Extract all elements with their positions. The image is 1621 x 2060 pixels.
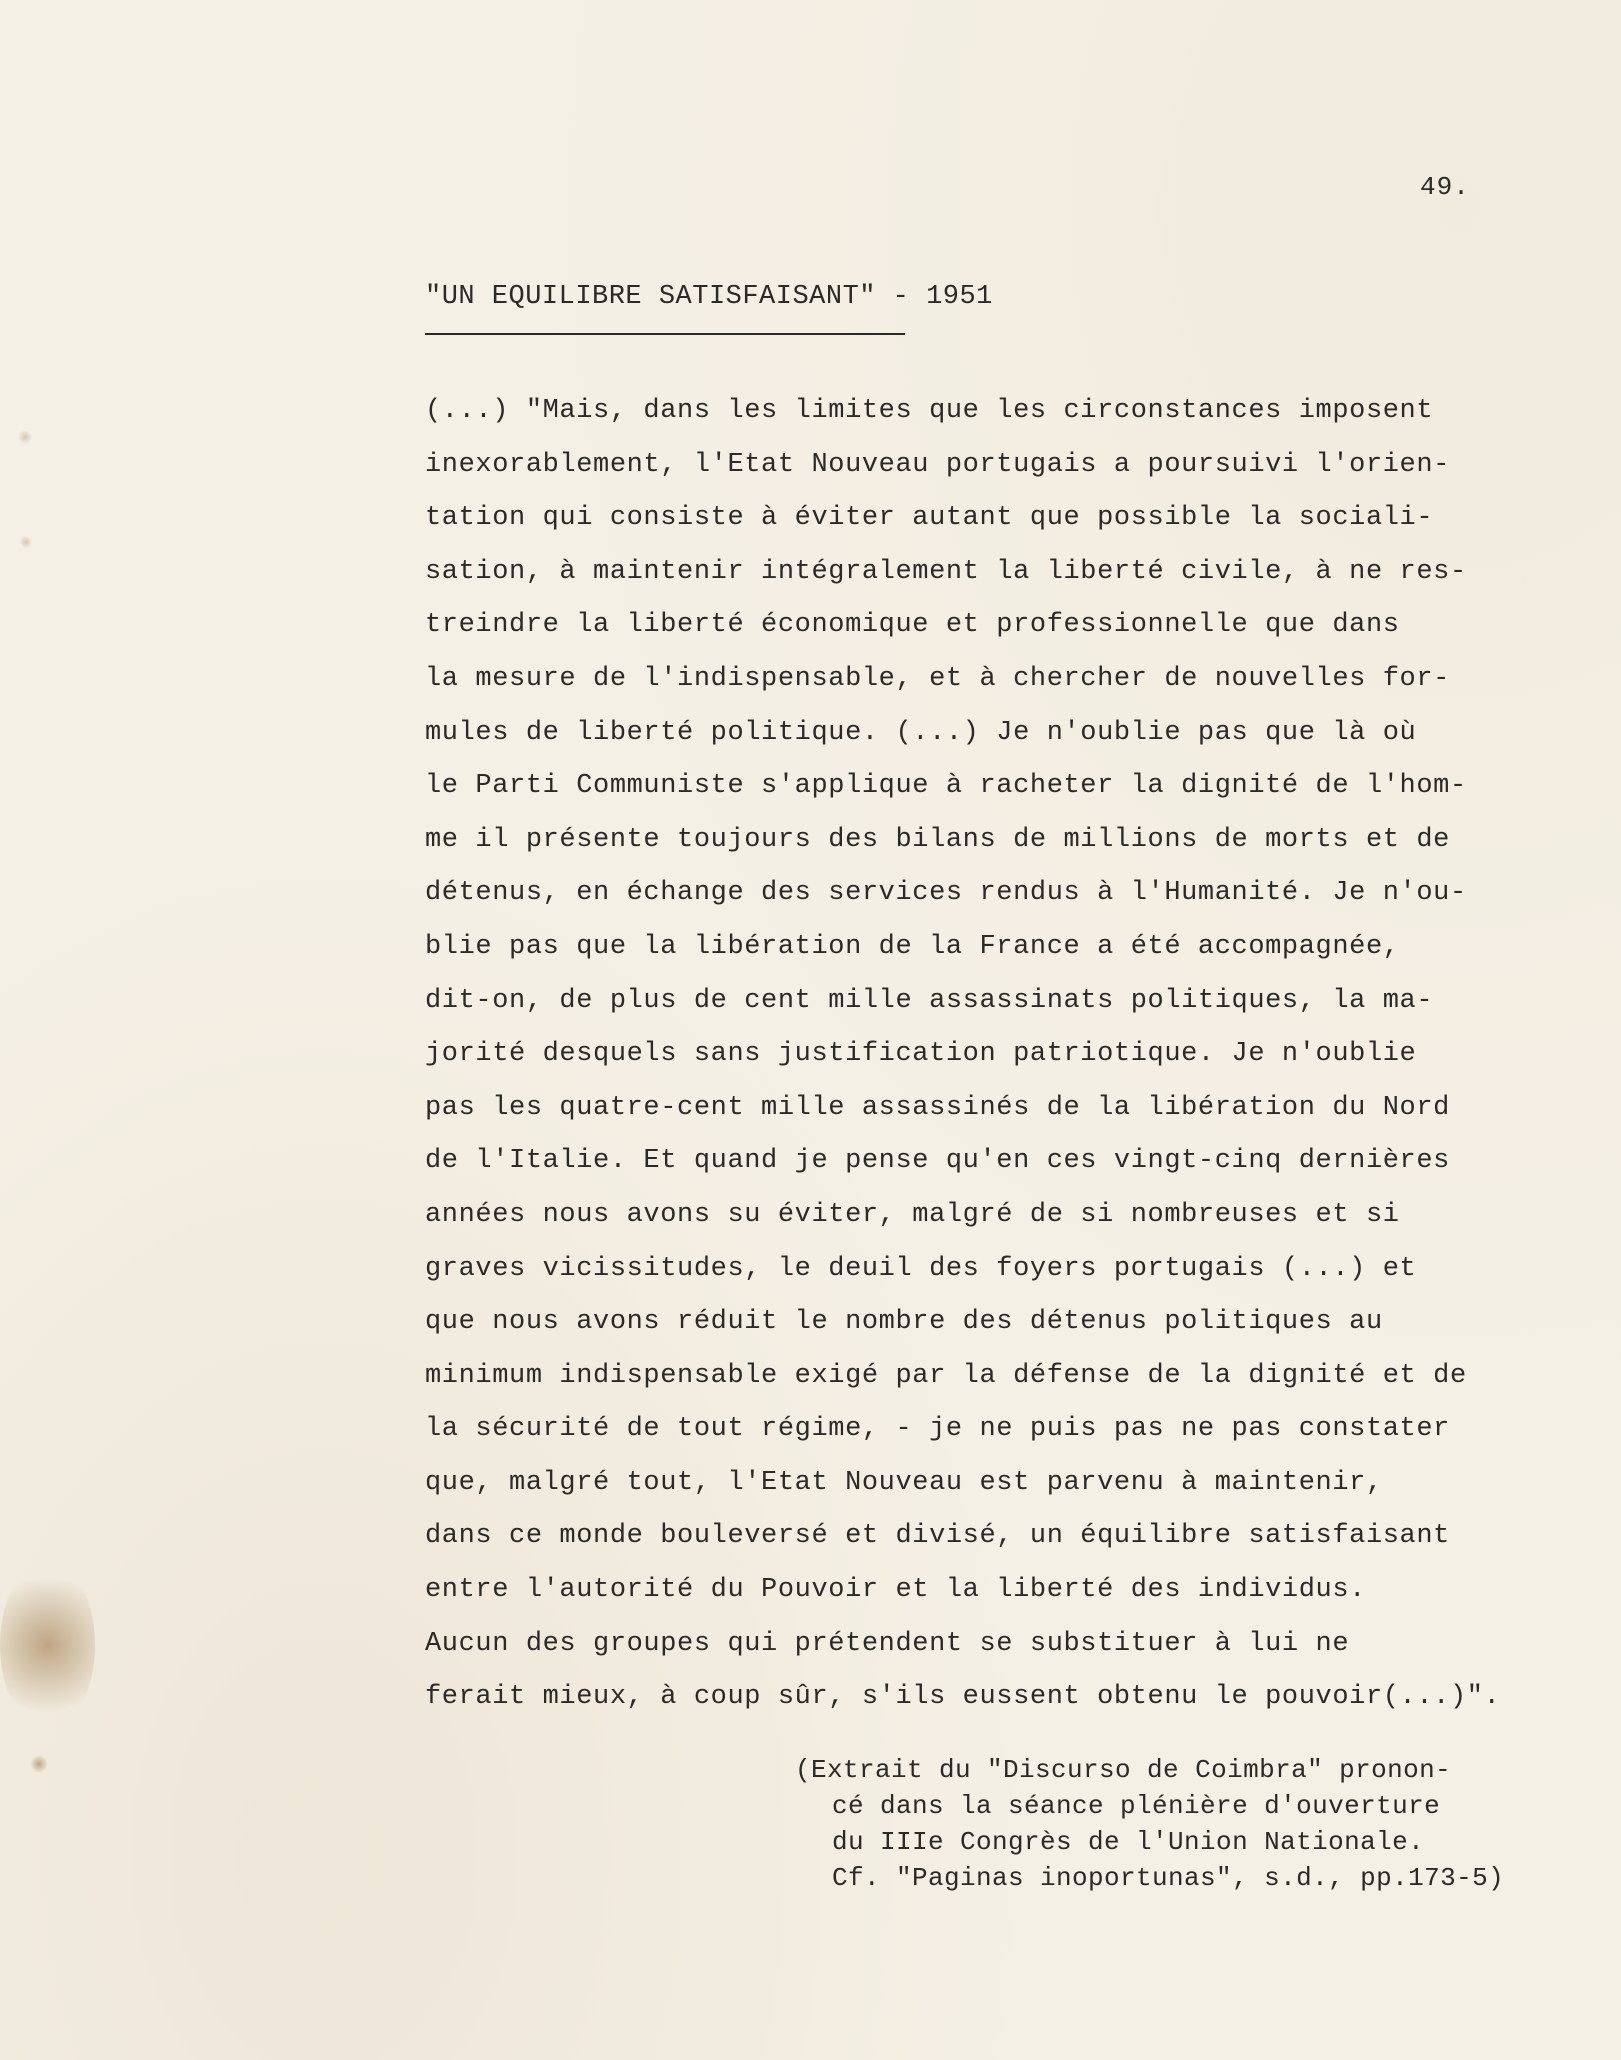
text-line: dans ce monde bouleversé et divisé, un équilibre satisfaisant: [425, 1521, 1450, 1552]
text-line: la sécurité de tout régime, - je ne puis pas ne pas constater: [425, 1414, 1450, 1445]
quotation-body: [425, 385, 1575, 1725]
text-line: blie pas que la libération de la France a été accompagnée,: [425, 931, 1400, 962]
text-line: sation, à maintenir intégralement la liberté civile, à ne res-: [425, 556, 1467, 587]
text-line: ferait mieux, à coup sûr, s'ils eussent obtenu le pouvoir(...)".: [425, 1682, 1501, 1713]
title-underline: [425, 333, 905, 335]
citation-line: (Extrait du "Discurso de Coimbra" pronon-: [795, 1755, 1452, 1785]
text-line: mules de liberté politique. (...) Je n'oublie pas que là où: [425, 717, 1417, 748]
citation-line: cé dans la séance plénière d'ouverture: [832, 1791, 1441, 1821]
text-line: me il présente toujours des bilans de millions de morts et de: [425, 824, 1450, 855]
paper-stain: [20, 535, 32, 549]
heading: [425, 282, 993, 312]
citation-line: du IIIe Congrès de l'Union Nationale.: [832, 1827, 1425, 1857]
text-line: que nous avons réduit le nombre des détenus politiques au: [425, 1307, 1383, 1338]
text-line: entre l'autorité du Pouvoir et la liberté des individus.: [425, 1575, 1366, 1606]
text-line: le Parti Communiste s'applique à racheter la dignité de l'hom-: [425, 771, 1467, 802]
paper-stain: [30, 1755, 48, 1773]
page-number: 49.: [1420, 172, 1470, 202]
text-line: détenus, en échange des services rendus à l'Humanité. Je n'ou-: [425, 878, 1467, 909]
text-line: la mesure de l'indispensable, et à chercher de nouvelles for-: [425, 663, 1450, 694]
source-citation: [795, 1752, 1585, 1896]
text-line: pas les quatre-cent mille assassinés de la libération du Nord: [425, 1092, 1450, 1123]
text-line: treindre la liberté économique et professionnelle que dans: [425, 610, 1400, 641]
text-line: minimum indispensable exigé par la défense de la dignité et de: [425, 1360, 1467, 1391]
text-line: jorité desquels sans justification patriotique. Je n'oublie: [425, 1039, 1417, 1070]
text-line: tation qui consiste à éviter autant que possible la sociali-: [425, 503, 1434, 534]
text-line: (...) "Mais, dans les limites que les circonstances imposent: [425, 396, 1434, 426]
paper-stain: [18, 430, 32, 444]
text-line: Aucun des groupes qui prétendent se substituer à lui ne: [425, 1628, 1350, 1659]
text-line: années nous avons su éviter, malgré de si nombreuses et si: [425, 1199, 1400, 1230]
text-line: de l'Italie. Et quand je pense qu'en ces vingt-cinq dernières: [425, 1146, 1450, 1177]
text-line: graves vicissitudes, le deuil des foyers portugais (...) et: [425, 1253, 1417, 1284]
text-line: inexorablement, l'Etat Nouveau portugais a poursuivi l'orien-: [425, 449, 1450, 480]
text-line: que, malgré tout, l'Etat Nouveau est parvenu à maintenir,: [425, 1467, 1383, 1498]
text-line: dit-on, de plus de cent mille assassinats politiques, la ma-: [425, 985, 1434, 1016]
paper-stain: [0, 1560, 95, 1730]
page-title: "UN EQUILIBRE SATISFAISANT" - 1951: [425, 282, 993, 312]
citation-line: Cf. "Paginas inoportunas", s.d., pp.173-5): [832, 1863, 1505, 1893]
